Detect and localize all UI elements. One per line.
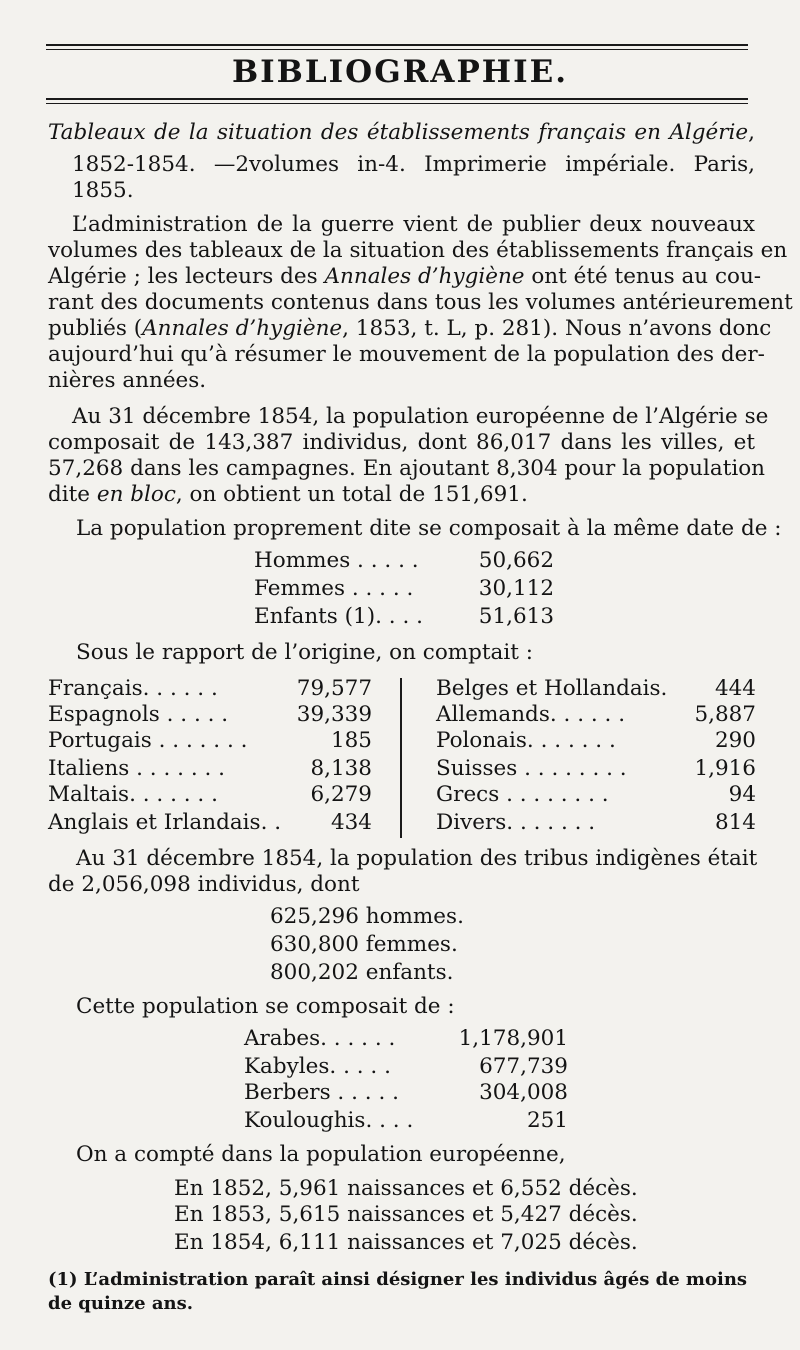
origin-right-label-0: Belges et Hollandais.: [436, 676, 668, 701]
para2-line-4: dite en bloc, on obtient un total de 151,691.: [48, 482, 528, 507]
top-rule: [46, 44, 748, 46]
births-line-1: En 1853, 5,615 naissances et 5,427 décès.: [174, 1202, 638, 1227]
births-line-0: En 1852, 5,961 naissances et 6,552 décès.: [174, 1176, 638, 1201]
para1-line-4: rant des documents contenus dans tous les volumes antérieurement: [48, 290, 793, 315]
title-underline-thin: [46, 103, 748, 104]
births-line-2: En 1854, 6,111 naissances et 7,025 décès.: [174, 1230, 638, 1255]
groups-label-2: Berbers . . . . .: [244, 1080, 399, 1105]
groups-label-0: Arabes. . . . . .: [244, 1026, 396, 1051]
groups-label-3: Kouloughis. . . .: [244, 1108, 414, 1133]
origin-left-value-1: 39,339: [296, 702, 372, 727]
reference-line-2: 1852-1854. —2volumes in-4. Imprimerie impériale. Paris,: [72, 152, 755, 177]
composition-label-0: Hommes . . . . .: [254, 548, 419, 573]
origin-right-value-2: 290: [714, 728, 756, 753]
origin-right-label-2: Polonais. . . . . . .: [436, 728, 616, 753]
para1-line-1: L’administration de la guerre vient de publier deux nouveaux: [72, 212, 755, 237]
origin-right-value-1: 5,887: [694, 702, 756, 727]
composition-value-1: 30,112: [478, 576, 554, 601]
para1-line-6: aujourd’hui qu’à résumer le mouvement de la population des der-: [48, 342, 765, 367]
composition-label-2: Enfants (1). . . .: [254, 604, 423, 629]
origin-left-label-1: Espagnols . . . . .: [48, 702, 229, 727]
composition-label-1: Femmes . . . . .: [254, 576, 414, 601]
para3-line-1: La population proprement dite se composait à la même date de :: [76, 516, 782, 541]
para5-line-1: Au 31 décembre 1854, la population des tribus indigènes était: [76, 846, 758, 871]
title-underline: [46, 98, 748, 100]
page-title: BIBLIOGRAPHIE.: [231, 54, 569, 90]
origin-left-value-4: 6,279: [310, 782, 372, 807]
reference-title: Tableaux de la situation des établissements français en Algérie: [48, 120, 749, 145]
para1-line-7: nières années.: [48, 368, 207, 393]
origin-right-label-3: Suisses . . . . . . . .: [436, 756, 627, 781]
para7-line-1: On a compté dans la population européenne,: [76, 1142, 566, 1167]
origin-right-label-1: Allemands. . . . . .: [436, 702, 626, 727]
groups-value-1: 677,739: [479, 1054, 568, 1079]
origin-left-label-3: Italiens . . . . . . .: [48, 756, 225, 781]
para5-line-2: de 2,056,098 individus, dont: [48, 872, 360, 897]
origin-left-value-2: 185: [330, 728, 372, 753]
reference-line-3: 1855.: [72, 178, 134, 203]
origin-left-value-0: 79,577: [296, 676, 372, 701]
footnote-line-1: (1) L’administration paraît ainsi désigner les individus âgés de moins: [48, 1269, 748, 1290]
tribes-line-2: 800,202 enfants.: [270, 960, 454, 985]
origin-left-value-5: 434: [330, 810, 372, 835]
groups-label-1: Kabyles. . . . .: [244, 1054, 391, 1079]
composition-value-0: 50,662: [478, 548, 554, 573]
groups-value-0: 1,178,901: [458, 1026, 568, 1051]
tribes-line-0: 625,296 hommes.: [270, 904, 464, 929]
para1-line-5: publiés (Annales d’hygiène, 1853, t. L, p. 281). Nous n’avons donc: [48, 316, 772, 341]
origin-right-value-5: 814: [714, 810, 756, 835]
origin-right-label-5: Divers. . . . . . .: [436, 810, 596, 835]
origin-left-label-2: Portugais . . . . . . .: [48, 728, 248, 753]
para1-line-2: volumes des tableaux de la situation des établissements français en: [48, 238, 788, 263]
reference-line-1: Tableaux de la situation des établissements français en Algérie,: [48, 120, 755, 145]
origin-left-label-0: Français. . . . . .: [48, 676, 218, 701]
para2-line-2: composait de 143,387 individus, dont 86,017 dans les villes, et: [48, 430, 755, 455]
origin-right-value-0: 444: [714, 676, 756, 701]
origin-right-value-4: 94: [728, 782, 756, 807]
origin-right-label-4: Grecs . . . . . . . .: [436, 782, 609, 807]
groups-value-3: 251: [526, 1108, 568, 1133]
para2-line-1: Au 31 décembre 1854, la population européenne de l’Algérie se: [72, 404, 769, 429]
top-rule-thin: [46, 49, 748, 50]
origin-right-value-3: 1,916: [694, 756, 756, 781]
composition-value-2: 51,613: [478, 604, 554, 629]
para4-line-1: Sous le rapport de l’origine, on comptait :: [76, 640, 533, 665]
footnote-line-2: de quinze ans.: [48, 1293, 193, 1314]
tribes-line-1: 630,800 femmes.: [270, 932, 458, 957]
origin-left-label-5: Anglais et Irlandais. .: [48, 810, 282, 835]
origin-left-value-3: 8,138: [310, 756, 372, 781]
origin-left-label-4: Maltais. . . . . . .: [48, 782, 218, 807]
groups-value-2: 304,008: [479, 1080, 568, 1105]
para2-line-3: 57,268 dans les campagnes. En ajoutant 8,304 pour la population: [48, 456, 766, 481]
para6-line-1: Cette population se composait de :: [76, 994, 455, 1019]
para1-line-3: Algérie ; les lecteurs des Annales d’hygiène ont été tenus au cou-: [48, 264, 762, 289]
origin-column-divider: [400, 678, 402, 838]
